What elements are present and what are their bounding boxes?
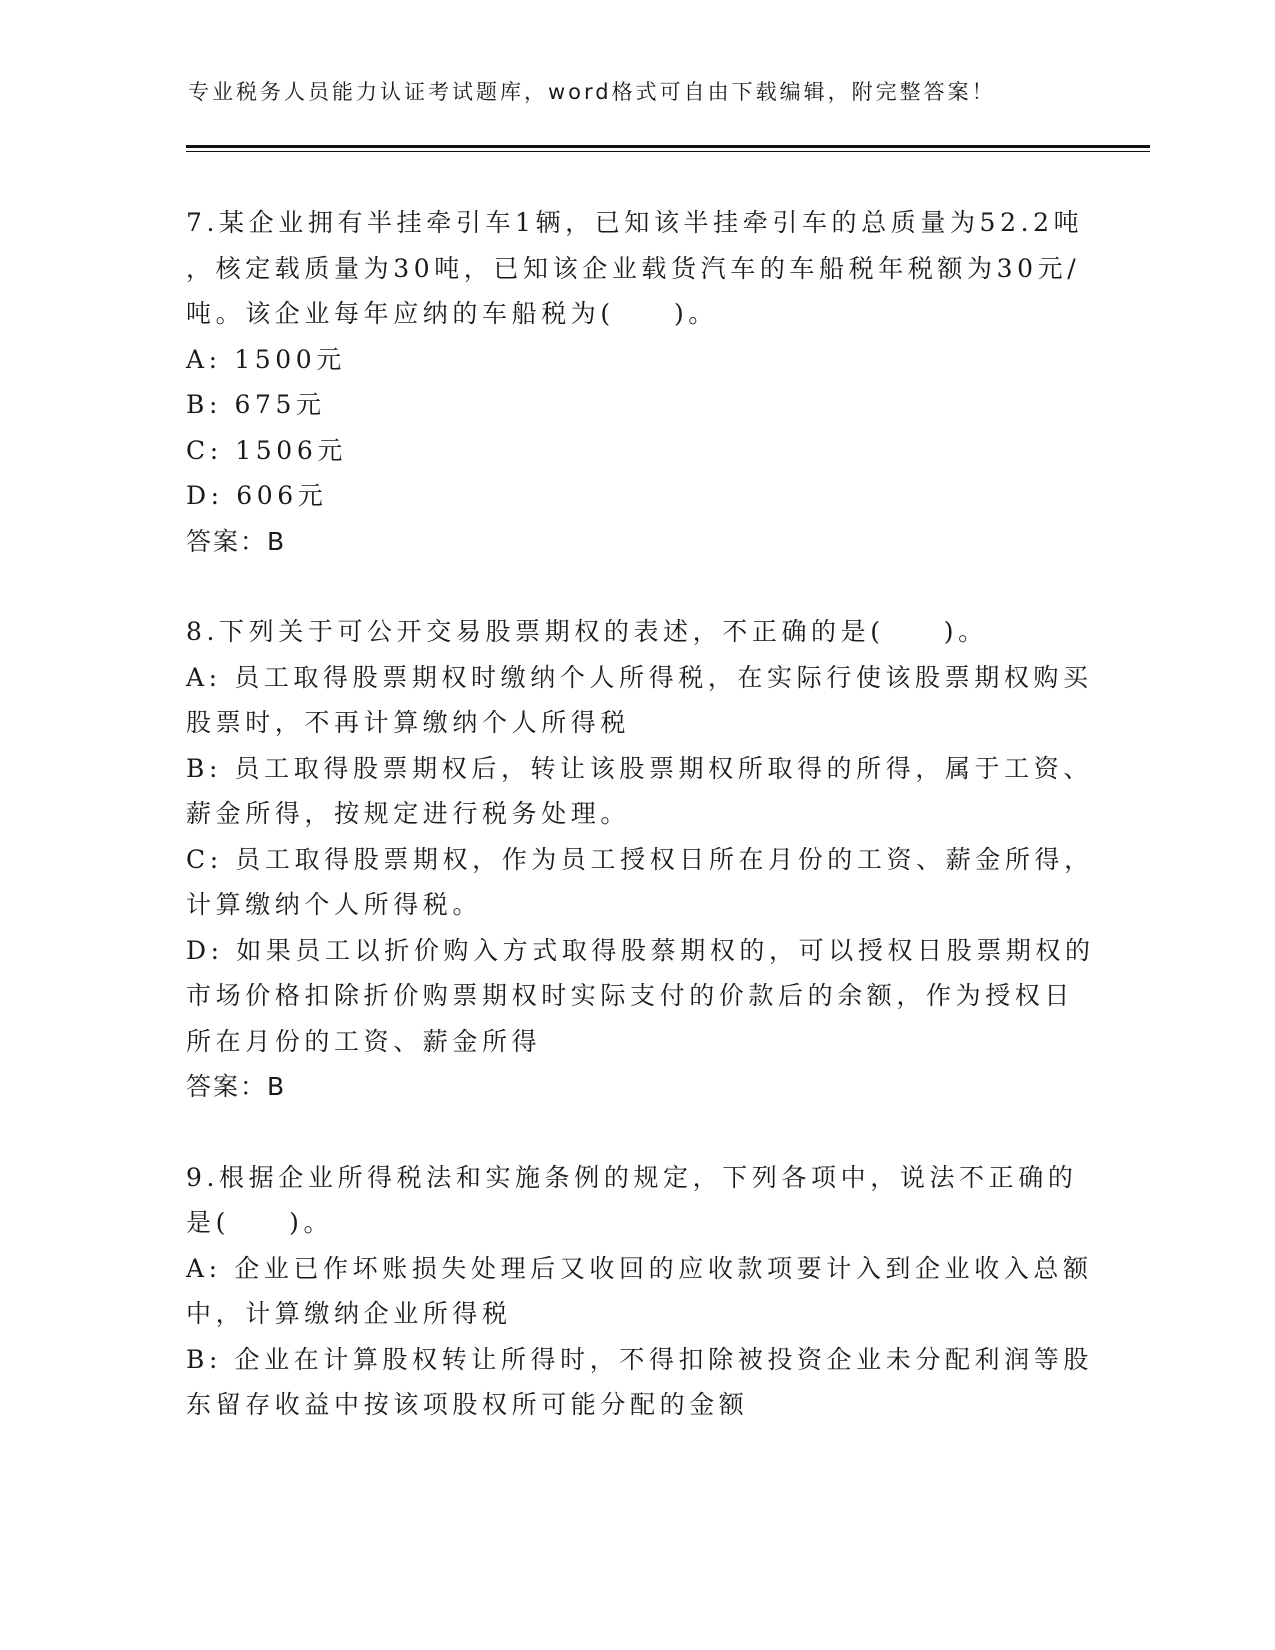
option-c: C: 1506元 <box>186 435 347 465</box>
question-stem-line: 是( )。 <box>186 1208 334 1237</box>
option-a: A: 1500元 <box>186 344 346 374</box>
page-header: 专业税务人员能力认证考试题库，word格式可自由下载编辑，附完整答案！ <box>188 80 996 104</box>
question-9 <box>186 1155 1093 1428</box>
question-stem-line: ，核定载质量为30吨，已知该企业载货汽车的车船税年税额为30元/ <box>186 253 1081 283</box>
option-a: A: 员工取得股票期权时缴纳个人所得税，在实际行使该股票期权购买 <box>186 662 1093 692</box>
question-7 <box>186 200 1086 564</box>
question-stem-line: 7.某企业拥有半挂牵引车1辆，已知该半挂牵引车的总质量为52.2吨 <box>186 208 1084 237</box>
header-divider <box>186 145 1150 148</box>
question-list <box>186 200 1095 1428</box>
option-d: D: 606元 <box>186 481 328 510</box>
option-a-continued: 股票时，不再计算缴纳个人所得税 <box>186 708 631 737</box>
option-c: C: 员工取得股票期权，作为员工授权日所在月份的工资、薪金所得， <box>186 844 1094 874</box>
option-b: B: 员工取得股票期权后，转让该股票期权所取得的所得，属于工资、 <box>186 753 1093 783</box>
option-b-continued: 薪金所得，按规定进行税务处理。 <box>186 799 631 828</box>
answer-label: 答案：B <box>186 1072 287 1101</box>
question-spacer <box>186 1110 1086 1155</box>
option-a: A: 企业已作坏账损失处理后又收回的应收款项要计入到企业收入总额 <box>186 1253 1093 1283</box>
header-divider-thin <box>186 151 1150 152</box>
question-stem-line: 9.根据企业所得税法和实施条例的规定，下列各项中，说法不正确的 <box>186 1162 1078 1192</box>
question-stem-line: 吨。该企业每年应纳的车船税为( )。 <box>186 299 718 328</box>
option-b: B: 企业在计算股权转让所得时，不得扣除被投资企业未分配利润等股 <box>186 1344 1093 1374</box>
option-b-continued: 东留存收益中按该项股权所可能分配的金额 <box>186 1390 749 1419</box>
question-spacer <box>186 564 1086 609</box>
option-d: D: 如果员工以折价购入方式取得股蔡期权的，可以授权日股票期权的 <box>186 935 1095 965</box>
option-d-continued: 市场价格扣除折价购票期权时实际支付的价款后的余额，作为授权日 <box>186 981 1075 1010</box>
question-stem-line: 8.下列关于可公开交易股票期权的表述，不正确的是( )。 <box>186 617 988 646</box>
question-8 <box>186 609 1095 1110</box>
option-c-continued: 计算缴纳个人所得税。 <box>186 890 483 919</box>
option-d-continued: 所在月份的工资、薪金所得 <box>186 1026 542 1056</box>
option-b: B: 675元 <box>186 390 326 419</box>
option-a-continued: 中，计算缴纳企业所得税 <box>186 1299 512 1328</box>
answer-label: 答案：B <box>186 526 287 556</box>
